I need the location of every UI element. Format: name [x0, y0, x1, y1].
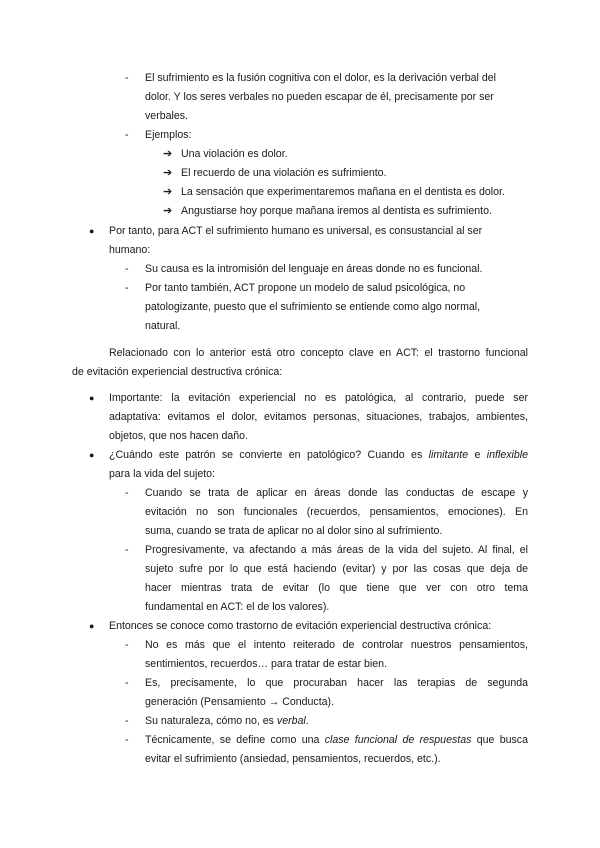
dash-marker: - [125, 282, 129, 294]
text-line: objetos, que nos hacen daño. [109, 430, 249, 442]
italic-term: clase funcional de respuestas [324, 734, 472, 746]
arrow-right-icon: ➔ [163, 167, 173, 179]
arrow-list-item: El recuerdo de una violación es sufrimiento. [181, 167, 387, 179]
text-line: dolor. Y los seres verbales no pueden escapar de él, precisamente por ser [145, 91, 494, 103]
text-line: Es, precisamente, lo que procuraban hacer las terapias de segunda [145, 677, 528, 689]
text-line [145, 733, 528, 747]
dash-marker: - [125, 487, 129, 499]
text-segment: e [468, 449, 487, 461]
arrow-list-item: Una violación es dolor. [181, 148, 288, 160]
italic-term: inflexible [486, 449, 529, 461]
text-line: suma, cuando se trata de aplicar no al dolor sino al sufrimiento. [145, 525, 443, 537]
dash-marker: - [125, 544, 129, 556]
dash-marker: - [125, 72, 129, 84]
bullet-marker: ● [89, 450, 95, 460]
bullet-marker: ● [89, 393, 95, 403]
text-line: verbales. [145, 110, 188, 122]
text-segment: que busca [471, 734, 528, 746]
text-line: sentimientos, recuerdos… para tratar de estar bien. [145, 658, 388, 670]
dash-marker: - [125, 677, 129, 689]
text-line: Entonces se conoce como trastorno de evitación experiencial destructiva crónica: [109, 620, 492, 632]
arrow-list-item: Angustiarse hoy porque mañana iremos al dentista es sufrimiento. [181, 205, 492, 217]
text-line: evitar el sufrimiento (ansiedad, pensamientos, recuerdos, etc.). [145, 753, 441, 765]
dash-marker: - [125, 129, 129, 141]
arrow-right-icon: ➔ [163, 148, 173, 160]
text-line: evitación no son funcionales (recuerdos, pensamientos, emociones). En [145, 506, 528, 518]
arrow-list-item: La sensación que experimentaremos mañana en el dentista es dolor. [181, 186, 505, 198]
paragraph-line: de evitación experiencial destructiva crónica: [72, 366, 283, 378]
text-line: Importante: la evitación experiencial no es patológica, al contrario, puede ser [109, 392, 528, 404]
text-line: sujeto sufre por lo que está haciendo (evitar) y por las cosas que deja de [145, 563, 528, 575]
text-segment: Técnicamente, se define como una [145, 734, 325, 746]
text-line: patologizante, puesto que el sufrimiento se entiende como algo normal, [145, 301, 481, 313]
text-segment: . [305, 715, 309, 727]
paragraph-line: Relacionado con lo anterior está otro concepto clave en ACT: el trastorno funcional [109, 347, 528, 359]
text-line [145, 714, 309, 728]
text-line: El sufrimiento es la fusión cognitiva con el dolor, es la derivación verbal del [145, 72, 496, 84]
text-line: natural. [145, 320, 181, 332]
text-line: Por tanto, para ACT el sufrimiento humano es universal, es consustancial al ser [109, 225, 483, 237]
text-line: Su causa es la intromisión del lenguaje en áreas donde no es funcional. [145, 263, 483, 275]
text-segment: ¿Cuándo este patrón se convierte en patológico? Cuando es [109, 449, 429, 461]
text-line: Cuando se trata de aplicar en áreas donde las conductas de escape y [145, 487, 528, 499]
dash-marker: - [125, 734, 129, 746]
text-line [109, 448, 528, 462]
bullet-marker: ● [89, 226, 95, 236]
text-line: No es más que el intento reiterado de controlar nuestros pensamientos, [145, 639, 528, 651]
text-line: hacer mientras trata de evitar (lo que tiene que ver con otro tema [145, 582, 528, 594]
italic-term: limitante [428, 449, 469, 461]
dash-marker: - [125, 639, 129, 651]
text-line: fundamental en ACT: el de los valores). [145, 601, 330, 613]
text-line: humano: [109, 244, 151, 256]
arrow-right-icon: ➔ [163, 186, 173, 198]
text-line: adaptativa: evitamos el dolor, evitamos personas, situaciones, trabajos, ambientes, [109, 411, 528, 423]
arrow-right-icon: ➔ [163, 205, 173, 217]
text-line: Ejemplos: [145, 129, 192, 141]
text-line: para la vida del sujeto: [109, 468, 216, 480]
dash-marker: - [125, 263, 129, 275]
text-line: Por tanto también, ACT propone un modelo de salud psicológica, no [145, 282, 466, 294]
bullet-marker: ● [89, 621, 95, 631]
text-line: generación (Pensamiento → Conducta). [145, 696, 335, 708]
dash-marker: - [125, 715, 129, 727]
text-segment: Su naturaleza, cómo no, es [145, 715, 277, 727]
text-line: Progresivamente, va afectando a más áreas de la vida del sujeto. Al final, el [145, 544, 528, 556]
italic-term: verbal [276, 715, 306, 727]
